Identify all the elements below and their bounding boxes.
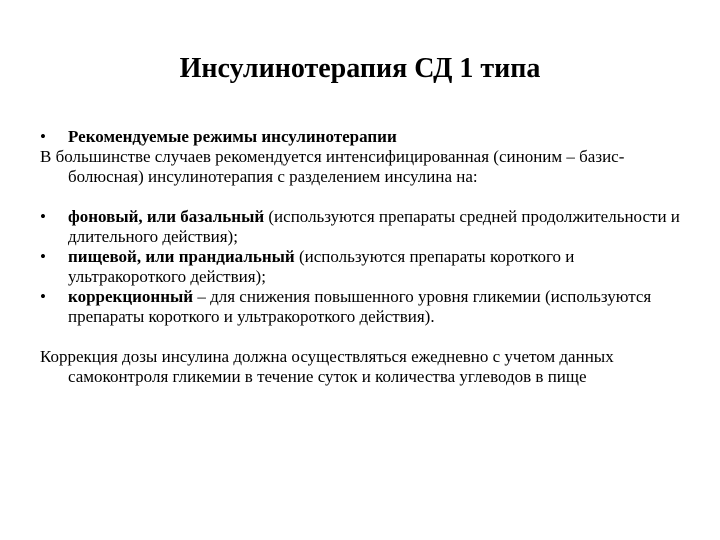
list-item-correction [40,287,690,327]
list-item-basal [40,207,690,247]
bullet-icon: • [40,287,46,306]
regimens-heading: Рекомендуемые режимы инсулинотерапии [68,127,397,146]
bullet-icon: • [40,127,46,146]
item-term: фоновый, или базальный [68,207,265,226]
item-term: коррекционный [68,287,194,306]
item-description: (используются препараты средней продолжительности и длительного действия); [68,207,680,246]
list-item-prandial [40,247,690,287]
slide-body [40,127,690,387]
item-description: (используются препараты короткого и ультракороткого действия); [68,247,575,286]
slide-title: Инсулинотерапия СД 1 типа [179,53,541,84]
item-term: пищевой, или прандиальный [68,247,295,266]
item-description: – для снижения повышенного уровня гликемии (используются препараты короткого и ультракороткого действия). [68,287,652,326]
conclusion-paragraph: Коррекция дозы инсулина должна осуществляться ежедневно с учетом данных самоконтроля гликемии в течение суток и количества углеводов в пище [40,347,614,386]
intro-paragraph: В большинстве случаев рекомендуется интенсифицированная (синоним – базис-болюсная) инсулинотерапия с разделением инсулина на: [40,147,625,186]
heading-bullet-row [40,127,690,147]
bullet-icon: • [40,207,46,226]
bullet-icon: • [40,247,46,266]
